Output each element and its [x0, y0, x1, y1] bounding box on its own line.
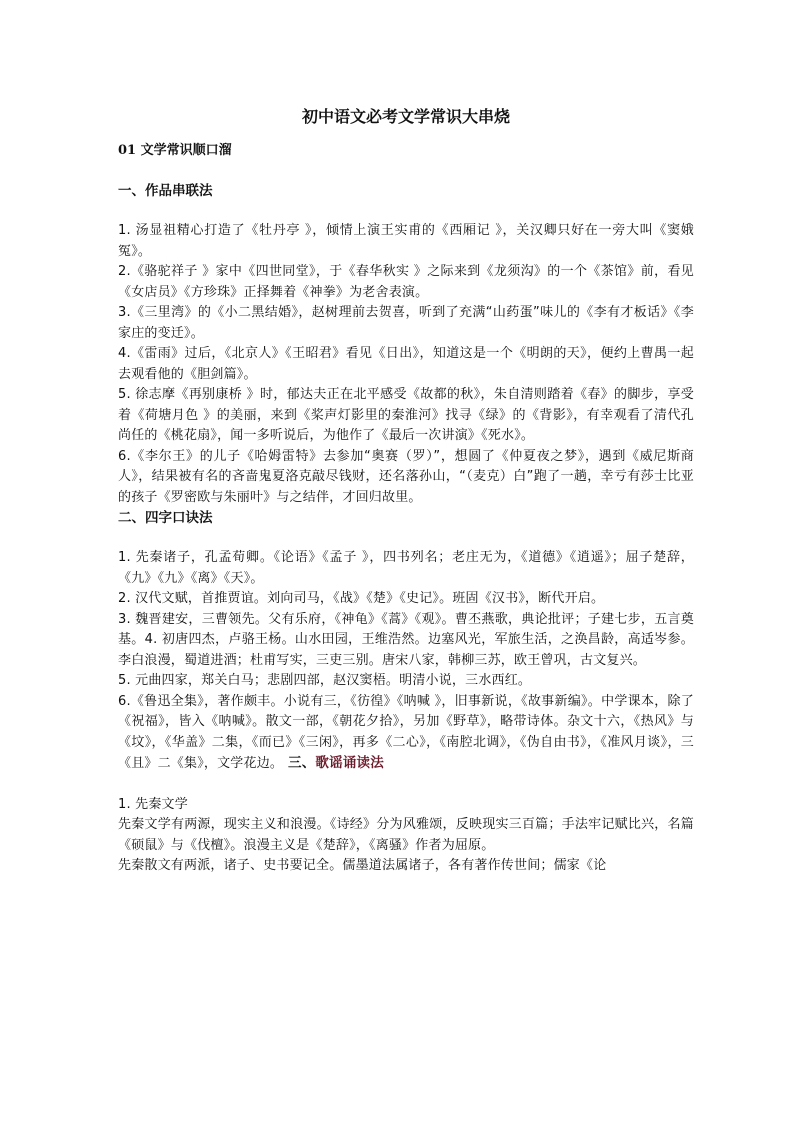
paragraph-s1-2: 2.《骆驼祥子 》家中《四世同堂》，于《春华秋实 》之际来到《龙须沟》的一个《茶馆》前，看见《女店员》《方珍珠》正择舞着《神拳》为老舍表演。 [118, 264, 694, 300]
paragraph-s2-6 [118, 692, 694, 775]
paragraph-s2-3: 3. 魏晋建安，三曹领先。父有乐府，《神龟》《蒿》《观》。曹丕燕歌，典论批评；子建七步，五言奠基。4. 初唐四杰，卢骆王杨。山水田园，王维浩然。边塞风光，军旅生活，之涣昌龄，高适岑参。李白浪漫，蜀道进酒；杜甫写实，三吏三别。唐宋八家，韩柳三苏，欧王曾巩，古文复兴。 [118, 611, 694, 668]
document-page [118, 100, 694, 877]
section-heading-3-number: 三、 [283, 755, 316, 771]
paragraph-s1-1: 1. 汤显祖精心打造了《牡丹亭 》，倾情上演王实甫的《西厢记 》，关汉卿只好在一旁大叫《窦娥冤》。 [118, 223, 694, 259]
document-subtitle: 01 文学常识顺口溜 [118, 143, 232, 158]
paragraph-s1-6: 6.《李尔王》的儿子《哈姆雷特》去参加“奥赛（罗）”，想圆了《仲夏夜之梦》，遇到《威尼斯商人》，结果被有名的吝啬鬼夏洛克敲尽钱财，还名落孙山，“（麦克）白”跑了一趟，幸亏有莎士比亚的孩子《罗密欧与朱丽叶》与之结伴，才回归故里。 [118, 448, 694, 505]
paragraph-s1-4: 4.《雷雨》过后，《北京人》《王昭君》看见《日出》，知道这是一个《明朗的天》，便约上曹禺一起去观看他的《胆剑篇》。 [118, 346, 694, 382]
spacer [118, 775, 694, 795]
spacer [118, 528, 694, 548]
paragraph-s1-3: 3.《三里湾》的《小二黑结婚》，赵树理前去贺喜，听到了充满“山药蛋”味儿的《李有才板话》《李家庄的变迁》。 [118, 305, 694, 341]
paragraph-s3-1: 1. 先秦文学 [118, 796, 188, 812]
section-heading-3: 歌谣诵读法 [315, 755, 384, 771]
section-heading-2: 二、四字口诀法 [118, 510, 213, 526]
section-heading-1: 一、作品串联法 [118, 183, 213, 199]
paragraph-s1-5: 5. 徐志摩《再别康桥 》时，郁达夫正在北平感受《故都的秋》，朱自清则踏着《春》的脚步，享受着《荷塘月色 》的美丽，来到《桨声灯影里的秦淮河》找寻《绿》的《背影》，有幸观看了清代孔尚任的《桃花扇》，闻一多听说后，为他作了《最后一次讲演》《死水》。 [118, 387, 694, 443]
paragraph-s2-2: 2. 汉代文赋，首推贾谊。刘向司马，《战》《楚》《史记》。班固《汉书》，断代开启。 [118, 591, 605, 606]
paragraph-s3-2: 先秦文学有两源，现实主义和浪漫。《诗经》分为风雅颂，反映现实三百篇；手法牢记赋比兴，名篇《硕鼠》与《伐檀》。浪漫主义是《楚辞》，《离骚》作者为屈原。 [118, 817, 694, 853]
document-title: 初中语文必考文学常识大串烧 [301, 107, 510, 126]
spacer [118, 201, 694, 221]
paragraph-s2-6-text: 6.《鲁迅全集》，著作颇丰。小说有三，《彷徨》《呐喊 》，旧事新说，《故事新编》。中学课本，除了《祝福》，皆入《呐喊》。散文一部，《朝花夕拾》，另加《野草》，略带诗体。杂文十六，《热风》与《坟》，《华盖》二集，《而已》《三闲》，再多《二心》，《南腔北调》，《伪自由书》，《准风月谈》，三《且》二《集》，文学花边。 [118, 693, 694, 771]
paragraph-s3-3: 先秦散文有两派，诸子、史书要记全。儒墨道法属诸子，各有著作传世间；儒家《论 [118, 858, 607, 873]
paragraph-s2-1: 1. 先秦诸子，孔孟荀卿。《论语》《孟子 》，四书列名；老庄无为，《道德》《逍遥》；屈子楚辞，《九》《九》《离》《天》。 [118, 550, 694, 586]
paragraph-s2-5: 5. 元曲四家，郑关白马；悲剧四部，赵汉窦梧。明清小说，三水西红。 [118, 673, 532, 688]
